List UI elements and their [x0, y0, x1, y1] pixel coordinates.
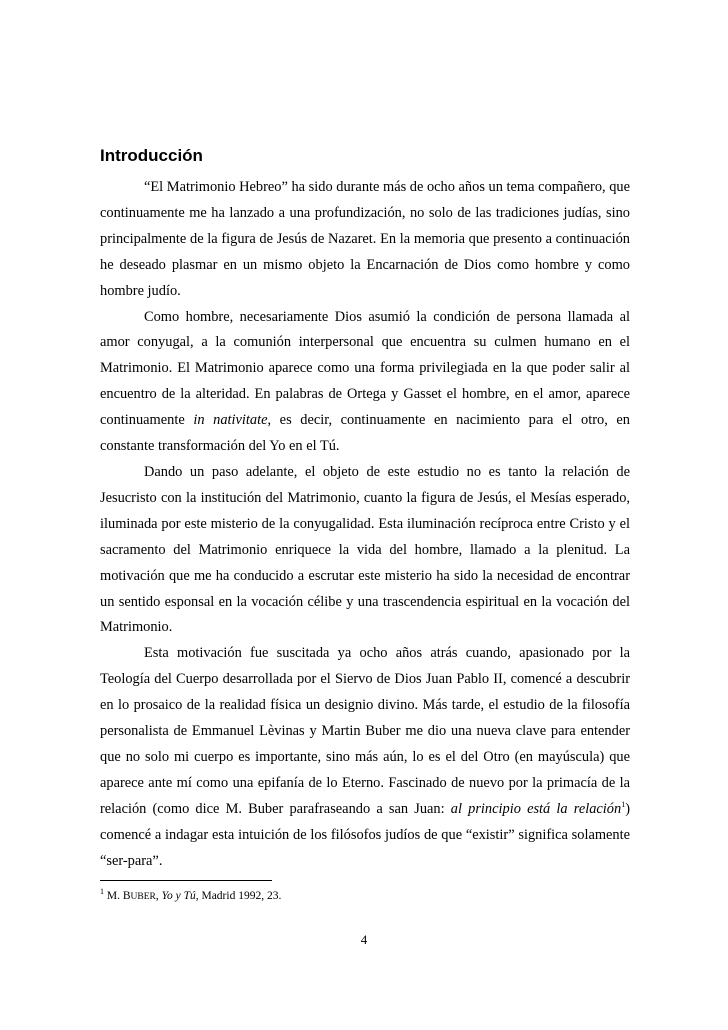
footnote-number: 1: [100, 887, 104, 897]
paragraph-4: [100, 641, 630, 874]
page-number: 4: [360, 932, 368, 947]
footnote-details: , Madrid 1992, 23.: [195, 890, 282, 902]
paragraph-3: Dando un paso adelante, el objeto de este estudio no es tanto la relación de Jesucristo con la institución del Matrimonio, cuanto la figura de Jesús, el Mesías esperado, iluminada por este misterio de la conyugalidad. Esta iluminación recíproca entre Cristo y el sacramento del Matrimonio enriquece la vida del hombre, llamado a la plenitud. La motivación que me ha conducido a escrutar este misterio ha sido la necesidad de encontrar un sentido esponsal en la vocación célibe y una trascendencia espiritual en la vocación del Matrimonio.: [100, 463, 630, 636]
paragraph-4-text-b: comencé a indagar esta intuición de los filósofos judíos de que “existir” significa solamente “ser-para”.: [100, 826, 630, 869]
paragraph-4-text-a: Esta motivación fue suscitada ya ocho años atrás cuando, apasionado por la Teología del Cuerpo desarrollada por el Siervo de Dios Juan Pablo II, comencé a descubrir en lo prosaico de la realidad física un designio divino. Más tarde, el estudio de la filosofía personalista de Emmanuel Lèvinas y Martin Buber me dio una nueva clave para entender que no solo mi cuerpo es importante, sino más aún, lo es el del Otro (en mayúscula) que aparece ante mí como una epifanía de lo Eterno. Fascinado de nuevo por la primacía de la relación (como dice M. Buber parafraseando a san Juan:: [100, 645, 630, 817]
footnote-reference[interactable]: 1: [621, 799, 626, 809]
footnote: $^1$ M. BUBER, Yo y Tú, Madrid 1992, 23.: [100, 887, 282, 902]
body-text: [100, 175, 630, 874]
paragraph-4-quote: al principio está la relación: [450, 800, 622, 817]
paragraph-2: [100, 305, 630, 460]
footnote-author-initial: M. B: [106, 890, 131, 902]
paragraph-2-text-b: , es decir, continuamente en nacimiento para el otro, en constante transformación del Yo en el Tú.: [100, 412, 630, 455]
paragraph-2-latin-phrase: in nativitate: [193, 412, 268, 429]
footnote-divider: [100, 880, 272, 881]
paragraph-2-text-a: Como hombre, necesariamente Dios asumió la condición de persona llamada al amor conyugal, a la comunión interpersonal que encuentra su culmen humano en el Matrimonio. El Matrimonio aparece como una forma privilegiada en la que poder salir al encuentro de la alteridad. En palabras de Ortega y Gasset el hombre, en el amor, aparece continuamente: [100, 308, 630, 429]
section-heading: Introducción: [100, 146, 203, 165]
paragraph-1: “El Matrimonio Hebreo” ha sido durante más de ocho años un tema compañero, que continuamente me ha lanzado a una profundización, no solo de las tradiciones judías, sino principalmente de la figura de Jesús de Nazaret. En la memoria que presento a continuación he deseado plasmar en un mismo objeto la Encarnación de Dios como hombre y como hombre judío.: [100, 179, 630, 299]
paragraph-4-close-paren: ): [625, 800, 630, 817]
footnote-title: Yo y Tú: [161, 890, 196, 902]
footnote-author-rest: UBER: [130, 892, 156, 902]
